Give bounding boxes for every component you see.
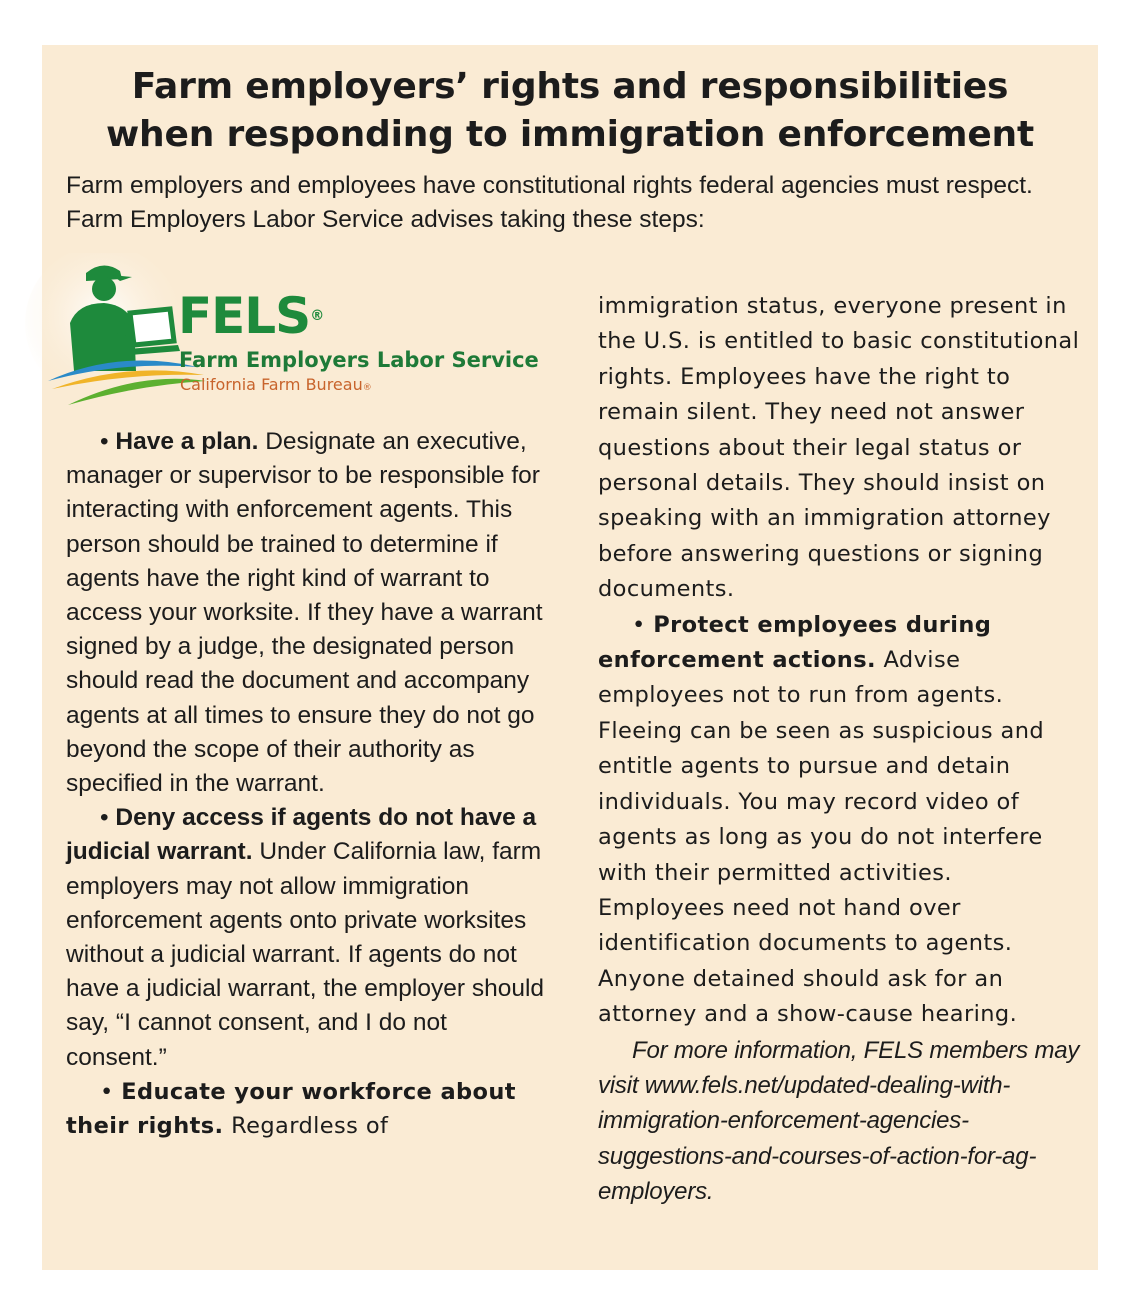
right-column bbox=[598, 289, 1080, 1210]
step-heading: Have a plan. bbox=[115, 428, 259, 455]
title-line-2: when responding to immigration enforcement bbox=[106, 114, 1034, 155]
step-deny-access: • Deny access if agents do not have a judicial warrant. Under California law, farm employers may not allow immigration enforcement agents onto private worksites without a judicial warrant. If agents do not have a judicial warrant, the employer should say, “I cannot consent, and I do not consent.” bbox=[66, 804, 545, 1071]
article-title bbox=[42, 63, 1098, 159]
fels-full-name: Farm Employers Labor Service bbox=[179, 348, 539, 372]
step-protect-employees: • Protect employees during enforcement actions. Advise employees not to run from agents. Fleeing can be seen as suspicious and entitle agents to pursue and detain individuals. You may record video of agents as long as you do not interfere with their permitted activities. Employees need not hand over identification documents to agents. Anyone detained should ask for an attorney and a show-cause hearing. bbox=[598, 611, 1045, 1028]
step-body: Under California law, farm employers may not allow immigration enforcement agents onto private worksites without a judicial warrant. If agents do not have a judicial warrant, the employer should say, “I cannot consent, and I do not consent.” bbox=[66, 838, 545, 1071]
left-column bbox=[66, 425, 546, 1143]
intro-paragraph: Farm employers and employees have constitutional rights federal agencies must respect. Farm Employers Labor Service advises taking these steps: bbox=[66, 172, 1033, 233]
more-info-note: For more information, FELS members may visit www.fels.net/updated-dealing-with-immigration-enforcement-agencies-suggestions-and-courses-of-action-for-ag-employers. bbox=[598, 1036, 1080, 1206]
step-body: Designate an executive, manager or supervisor to be responsible for interacting with enforcement agents. This person should be trained to determine if agents have the right kind of warrant to access your worksite. If they have a warrant signed by a judge, the designated person should read the document and accompany agents at all times to ensure they do not go beyond the scope of their authority as specified in the warrant. bbox=[66, 428, 543, 798]
step-body: Regardless of bbox=[231, 1113, 389, 1140]
step-educate-continued: immigration status, everyone present in the U.S. is entitled to basic constitutional rights. Employees have the right to remain silent. They need not answer questions about their legal status or personal details. They should insist on speaking with an immigration attorney before answering questions or signing documents. bbox=[598, 293, 1080, 603]
title-line-1: Farm employers’ rights and responsibilities bbox=[131, 66, 1009, 107]
step-heading: Protect employees during enforcement actions. bbox=[598, 611, 992, 674]
california-farm-bureau: California Farm Bureau® bbox=[180, 375, 372, 394]
step-have-a-plan: • Have a plan. Designate an executive, manager or supervisor to be responsible for interacting with enforcement agents. This person should be trained to determine if agents have the right kind of warrant to access your worksite. If they have a warrant signed by a judge, the designated person should read the document and accompany agents at all times to ensure they do not go beyond the scope of their authority as specified in the warrant. bbox=[66, 428, 543, 798]
fels-logo bbox=[8, 253, 568, 413]
article-box bbox=[42, 45, 1098, 1270]
step-heading: Educate your workforce about their rights. bbox=[66, 1078, 516, 1140]
step-educate-workforce: • Educate your workforce about their rights. Regardless of bbox=[66, 1078, 516, 1140]
fels-acronym: FELS® bbox=[178, 287, 324, 345]
step-body: Advise employees not to run from agents. Fleeing can be seen as suspicious and entitle agents to pursue and detain individuals. You may record video of agents as long as you do not interfere with their permitted activities. Employees need not hand over identification documents to agents. Anyone detained should ask for an attorney and a show-cause hearing. bbox=[598, 647, 1045, 1028]
step-heading: Deny access if agents do not have a judicial warrant. bbox=[66, 804, 537, 866]
